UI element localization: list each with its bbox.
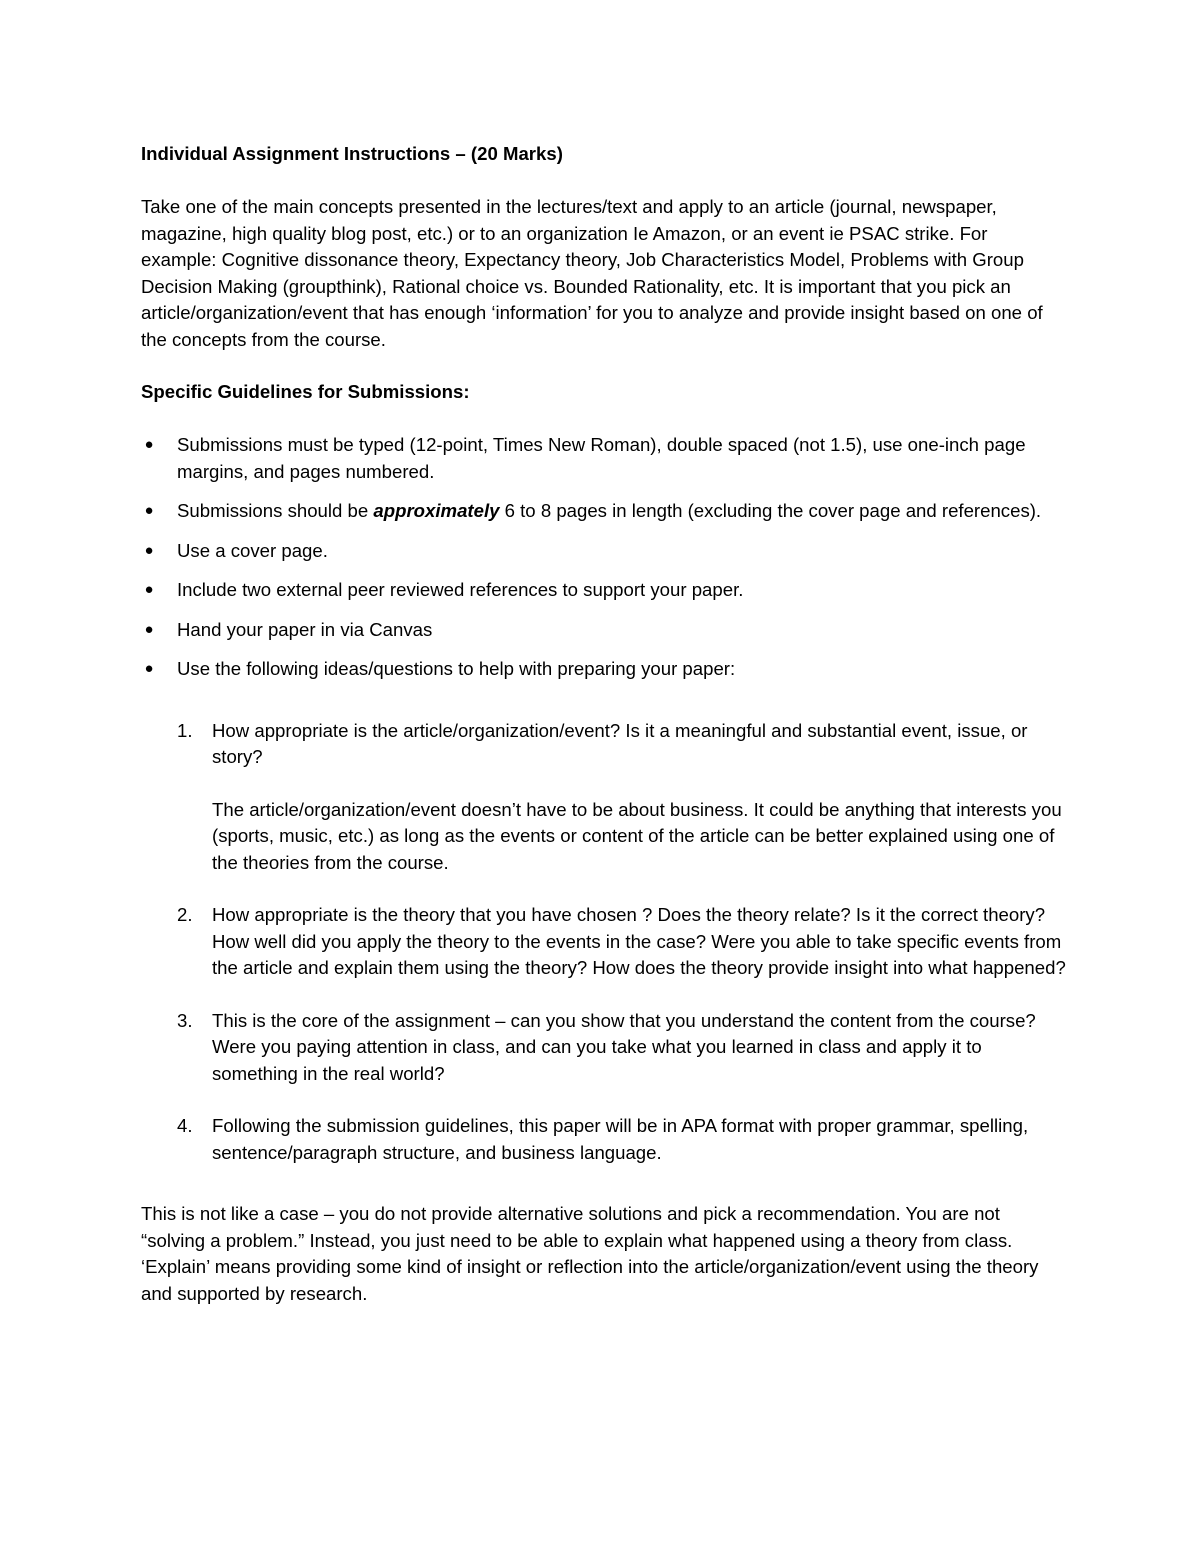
bullet-icon: ● — [144, 436, 154, 453]
question-text: This is the core of the assignment – can you show that you understand the content from the course? Were you paying attention in class, and can you take what you learned in class and apply it to something in the real world? — [212, 1009, 1036, 1084]
guideline-item — [141, 538, 1066, 565]
question-number: 2. — [177, 904, 193, 925]
guideline-item — [141, 656, 1066, 683]
question-text: How appropriate is the theory that you have chosen ? Does the theory relate? Is it the correct theory? How well did you apply the theory to the events in the case? Were you able to take specific events from the article and explain them using the theory? How does the theory provide insight into what happened? — [212, 904, 1066, 978]
guideline-item — [141, 432, 1066, 485]
bullet-icon: ● — [144, 620, 154, 638]
question-text: Following the submission guidelines, this paper will be in APA format with proper grammar, spelling, sentence/paragraph structure, and business language. — [212, 1115, 1029, 1163]
bullet-icon: ● — [144, 502, 154, 519]
bullet-icon: ● — [144, 660, 154, 677]
bullet-icon: ● — [144, 541, 154, 559]
guideline-text: Use the following ideas/questions to help with preparing your paper: — [177, 658, 736, 679]
guidelines-heading: Specific Guidelines for Submissions: — [141, 381, 470, 402]
closing-paragraph: This is not like a case – you do not provide alternative solutions and pick a recommendation. You are not “solving a problem.” Instead, you just need to be able to explain what happened using a theory from class. ‘Explain’ means providing some kind of insight or reflection into the article/organization/event using the theory and supported by research. — [141, 1203, 1039, 1304]
guideline-emphasis: approximately — [373, 500, 500, 521]
bullet-icon: ● — [144, 581, 154, 598]
guideline-text-post: 6 to 8 pages in length (excluding the cover page and references). — [499, 500, 1042, 521]
question-number: 1. — [177, 719, 193, 741]
guideline-text: Use a cover page. — [177, 539, 328, 561]
guideline-item — [141, 617, 1066, 644]
document-body — [141, 141, 1066, 1307]
intro-paragraph: Take one of the main concepts presented in the lectures/text and apply to an article (journal, newspaper, magazine, high quality blog post, etc.) or to an organization Ie Amazon, or an event ie PSAC strike. For example: Cognitive dissonance theory, Expectancy theory, Job Characteristics Model, Problems with Group Decision Making (groupthink), Rational choice vs. Bounded Rationality, etc. It is important that you pick an article/organization/event that has enough ‘information’ for you to analyze and provide insight based on one of the concepts from the course. — [141, 196, 1043, 350]
guideline-text: Hand your paper in via Canvas — [177, 618, 433, 640]
assignment-title: Individual Assignment Instructions – (20 Marks) — [141, 143, 563, 164]
question-item — [141, 1113, 1066, 1166]
guideline-text: Submissions must be typed (12-point, Times New Roman), double spaced (not 1.5), use one-inch page margins, and pages numbered. — [177, 434, 1026, 482]
guideline-item — [141, 498, 1066, 525]
guideline-item — [141, 577, 1066, 604]
guideline-text-pre: Submissions should be — [177, 500, 374, 521]
question-item — [141, 718, 1066, 877]
guideline-text: Include two external peer reviewed references to support your paper. — [177, 579, 744, 600]
question-number: 3. — [177, 1009, 193, 1031]
questions-list — [141, 718, 1066, 1167]
question-item — [141, 1008, 1066, 1088]
question-item — [141, 902, 1066, 982]
question-note: The article/organization/event doesn’t have to be about business. It could be anything that interests you (sports, music, etc.) as long as the events or content of the article can be better explained using one of the theories from the course. — [212, 798, 1062, 873]
question-text: How appropriate is the article/organization/event? Is it a meaningful and substantial event, issue, or story? — [212, 719, 1028, 767]
guidelines-list — [141, 432, 1066, 683]
question-number: 4. — [177, 1115, 193, 1136]
